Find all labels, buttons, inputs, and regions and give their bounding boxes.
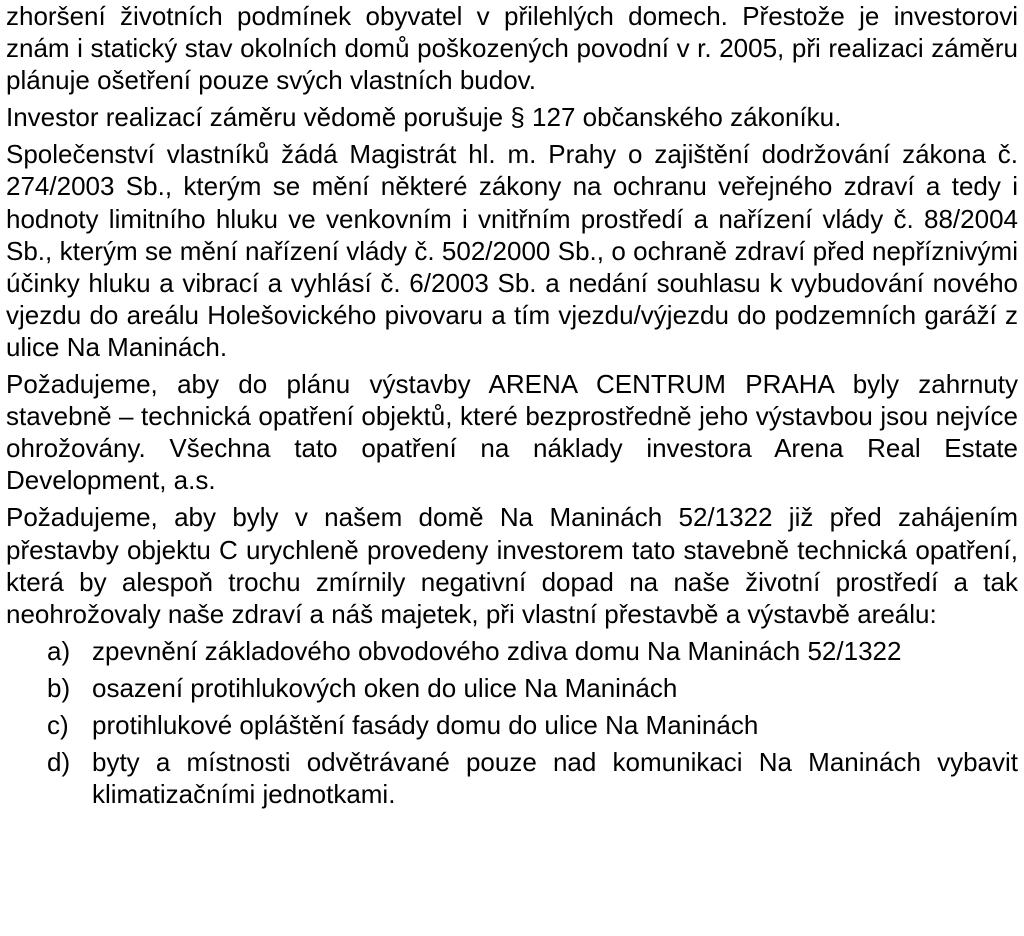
list-marker: a)	[47, 635, 71, 666]
paragraph-noise-law-request: Společenství vlastníků žádá Magistrát hl. m. Prahy o zajištění dodržování zákona č. 274/2003 Sb., kterým se mění některé zákony na ochranu veřejného zdraví a tedy i hodnoty limitního hluku ve venkovním i vnitřním prostředí a nařízení vlády č. 88/2004 Sb., kterým se mění nařízení vlády č. 502/2000 Sb., o ochraně zdraví před nepříznivými účinky hluku a vibrací a vyhlásí č. 6/2003 Sb. a nedání souhlasu k vybudování nového vjezdu do areálu Holešovického pivovaru a tím vjezdu/výjezdu do podzemních garáží z ulice Na Maninách.	[6, 139, 1018, 362]
paragraph-building-measures-request: Požadujeme, aby byly v našem domě Na Maninách 52/1322 již před zahájením přestavby objektu C urychleně provedeny investorem tato stavebně technická opatření, která by alespoň trochu zmírnily negativní dopad na naše životní prostředí a tak neohrožovaly naše zdraví a náš majetek, při vlastní přestavbě a výstavbě areálu:	[6, 502, 1018, 629]
list-item-text: byty a místnosti odvětrávané pouze nad komunikaci Na Maninách vybavit klimatizačními jednotkami.	[92, 747, 1018, 810]
list-item-text: protihlukové opláštění fasády domu do ulice Na Maninách	[92, 709, 759, 740]
document-page	[6, 0, 1018, 815]
list-item	[6, 672, 1018, 704]
list-item-text: zpevnění základového obvodového zdiva domu Na Maninách 52/1322	[92, 635, 902, 666]
paragraph-civil-code-violation: Investor realizací záměru vědomě porušuje § 127 občanského zákoníku.	[6, 102, 842, 133]
list-marker: b)	[47, 672, 71, 703]
list-marker: d)	[47, 747, 71, 778]
list-item	[6, 746, 1018, 810]
measures-list	[6, 635, 1018, 810]
paragraph-living-conditions: zhoršení životních podmínek obyvatel v přilehlých domech. Přestože je investorovi znám i statický stav okolních domů poškozených povodní v r. 2005, při realizaci záměru plánuje ošetření pouze svých vlastních budov.	[6, 1, 1018, 96]
list-item	[6, 635, 1018, 667]
paragraph-technical-measures-plan: Požadujeme, aby do plánu výstavby ARENA CENTRUM PRAHA byly zahrnuty stavebně – technická opatření objektů, které bezprostředně jeho výstavbou jsou nejvíce ohrožovány. Všechna tato opatření na náklady investora Arena Real Estate Development, a.s.	[6, 369, 1018, 496]
list-marker: c)	[47, 709, 69, 740]
list-item-text: osazení protihlukových oken do ulice Na Maninách	[92, 672, 678, 703]
list-item	[6, 709, 1018, 741]
